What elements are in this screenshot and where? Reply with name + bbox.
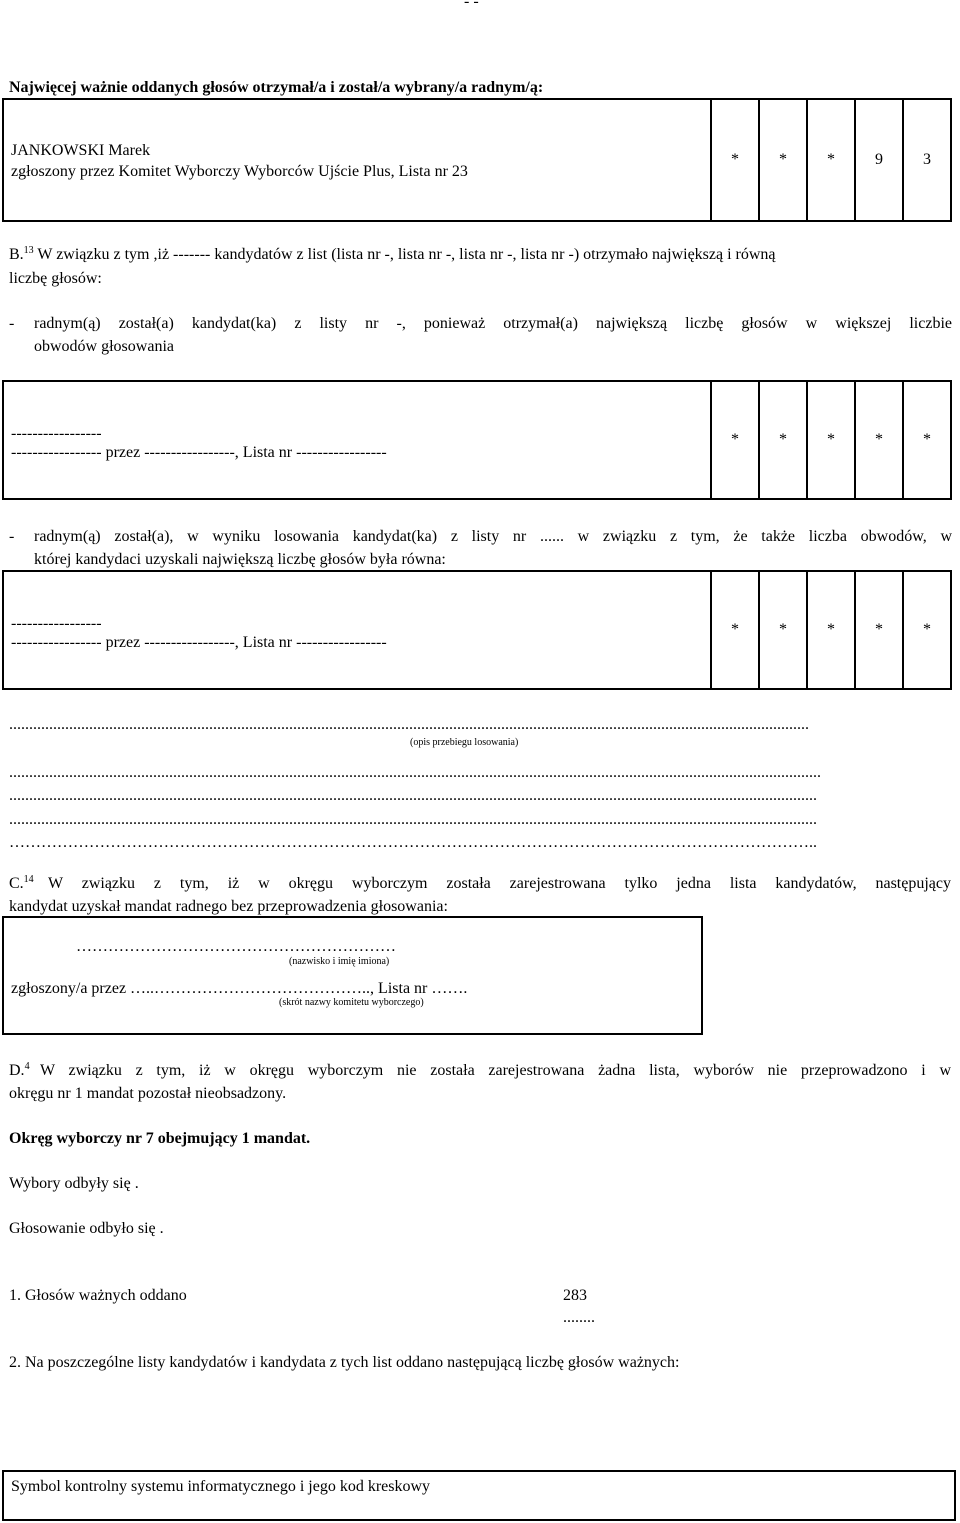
committee-caption: (skrót nazwy komitetu wyborczego): [279, 997, 424, 1008]
valid-votes-label: 1. Głosów ważnych oddano: [9, 1287, 187, 1304]
digit-cell: *: [710, 570, 760, 690]
digit-cell: *: [758, 570, 808, 690]
tie-box-2-line1: -----------------: [11, 615, 102, 632]
section-c-line1: W związku z tym, iż w okręgu wyborczym została zarejestrowana tylko jedna lista kandydatów, następujący: [48, 875, 951, 892]
digit-cell: *: [710, 98, 760, 222]
digit-cell: 3: [902, 98, 952, 222]
footnote-ref: 14: [23, 874, 34, 885]
digit-cell: *: [902, 570, 952, 690]
winner-box: [2, 98, 952, 222]
single-candidate-box: [2, 916, 703, 1035]
valid-votes-value: 283: [563, 1287, 587, 1304]
tie-box-1-digits: [710, 380, 952, 500]
winners-heading: Najwięcej ważnie oddanych głosów otrzymał/a i został/a wybrany/a radnym/ą:: [9, 79, 544, 96]
footnote-ref: 13: [23, 245, 34, 256]
section-c-marker: [9, 874, 34, 894]
digit-cell: *: [758, 380, 808, 500]
winner-name: JANKOWSKI Marek: [11, 142, 151, 159]
footnote-ref: 4: [24, 1061, 30, 1072]
tie-box-2: [2, 570, 952, 690]
section-d-letter: D.: [9, 1062, 25, 1079]
draw-description-dots-1: ........................................................................................................................................................................................................: [9, 716, 809, 733]
candidate-name-dots: ……………………………………………………: [76, 938, 396, 955]
tie-box-1: [2, 380, 952, 500]
control-symbol-box: [2, 1470, 956, 1521]
digit-cell: 9: [854, 98, 904, 222]
item1-line2: obwodów głosowania: [34, 338, 174, 355]
digit-cell: *: [806, 380, 856, 500]
item1-dash: -: [9, 315, 15, 332]
elections-held: Wybory odbyły się .: [9, 1175, 139, 1192]
section-b-line2: liczbę głosów:: [9, 270, 102, 287]
digit-cell: *: [710, 380, 760, 500]
district-heading: Okręg wyborczy nr 7 obejmujący 1 mandat.: [9, 1130, 311, 1147]
section-d-marker: [9, 1061, 30, 1081]
item1-line1: radnym(ą) został(a) kandydat(ka) z listy nr -, ponieważ otrzymał(a) największą liczbę głosów w większej liczbie: [34, 315, 952, 332]
item2-line2: której kandydaci uzyskali największą liczbę głosów była równa:: [34, 551, 446, 568]
draw-description-dots-4: ..........................................................................................................................................................................................................: [9, 811, 817, 828]
digit-cell: *: [854, 570, 904, 690]
item2-dash: -: [9, 528, 15, 545]
tie-box-1-line1: -----------------: [11, 425, 102, 442]
draw-description-dots-2: ...........................................................................................................................................................................................................: [9, 764, 821, 781]
item2-line1: radnym(ą) został(a), w wyniku losowania kandydat(ka) z listy nr ...... w związku z tym, że także liczba obwodów, w: [34, 528, 952, 545]
section-d-line1: W związku z tym, iż w okręgu wyborczym nie została zarejestrowana żadna lista, wyborów nie przeprowadzono i w: [40, 1062, 951, 1079]
draw-description-dots-5: ……………………………………………………………………………………………………………………………………..: [9, 834, 817, 851]
control-symbol-label: Symbol kontrolny systemu informatycznego i jego kod kreskowy: [11, 1478, 431, 1495]
digit-cell: *: [806, 570, 856, 690]
digit-cell: *: [758, 98, 808, 222]
voting-held: Głosowanie odbyło się .: [9, 1220, 164, 1237]
page-marks: - -: [464, 0, 479, 10]
digit-cell: *: [854, 380, 904, 500]
section-d-line2: okręgu nr 1 mandat pozostał nieobsadzony.: [9, 1085, 287, 1102]
winner-submitted-by: zgłoszony przez Komitet Wyborczy Wyborców Ujście Plus, Lista nr 23: [11, 163, 468, 180]
section-c-line2: kandydat uzyskał mandat radnego bez przeprowadzenia głosowania:: [9, 898, 448, 915]
per-list-label: 2. Na poszczególne listy kandydatów i kandydata z tych list oddano następującą liczbę głosów ważnych:: [9, 1354, 680, 1371]
draw-description-dots-3: ..........................................................................................................................................................................................................: [9, 787, 817, 804]
section-b-letter: B.: [9, 246, 24, 263]
tie-box-2-digits: [710, 570, 952, 690]
section-c-letter: C.: [9, 875, 24, 892]
tie-box-2-line2: ----------------- przez -----------------, Lista nr -----------------: [11, 634, 387, 651]
digit-cell: *: [902, 380, 952, 500]
candidate-name-caption: (nazwisko i imię imiona): [289, 956, 390, 967]
winner-vote-digits: [710, 98, 952, 222]
candidate-submitted-line: zgłoszony/a przez …..………………………………….., Lista nr …….: [11, 980, 468, 997]
draw-description-caption: (opis przebiegu losowania): [410, 737, 519, 748]
tie-box-1-line2: ----------------- przez -----------------, Lista nr -----------------: [11, 444, 387, 461]
valid-votes-dots: ........: [563, 1309, 595, 1326]
section-b-text: W związku z tym ,iż ------- kandydatów z list (lista nr -, lista nr -, lista nr -, lista nr -) otrzymało największą i równą: [37, 246, 776, 263]
section-b-line1: [9, 245, 776, 265]
digit-cell: *: [806, 98, 856, 222]
